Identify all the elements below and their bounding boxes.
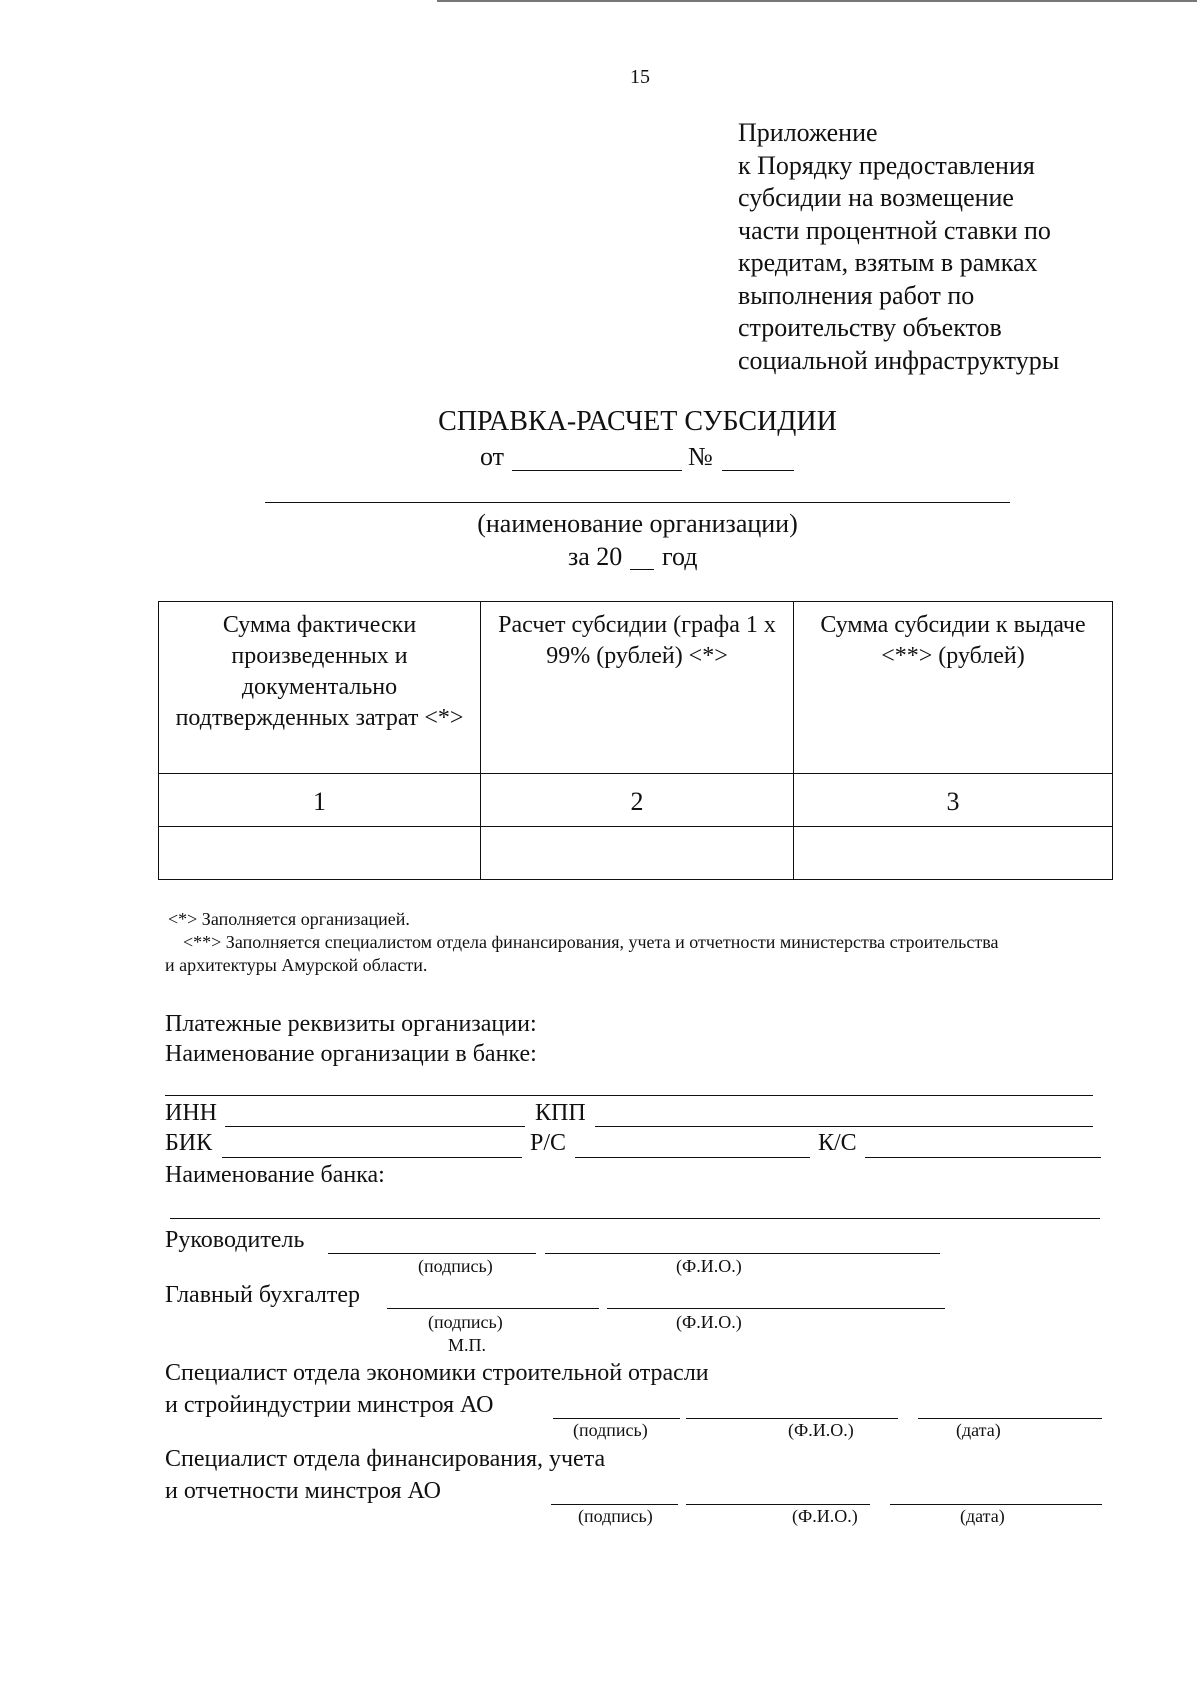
period-year-blank[interactable] [630, 569, 654, 570]
head-signature-blank[interactable] [328, 1253, 536, 1254]
appendix-line: кредитам, взятым в рамках [738, 248, 1038, 277]
specialist-1-signature-blank[interactable] [553, 1418, 680, 1419]
chief-accountant-label: Главный бухгалтер [165, 1282, 360, 1308]
date-from-label: от [480, 442, 505, 471]
org-name-blank[interactable] [265, 502, 1010, 503]
column-number: 1 [159, 774, 481, 827]
specialist-2-signature-caption: (подпись) [578, 1506, 653, 1526]
specialist-1-signature-caption: (подпись) [573, 1420, 648, 1440]
appendix-line: социальной инфраструктуры [738, 345, 1060, 375]
appendix-line: Приложение [738, 118, 878, 147]
appendix-block [738, 117, 1059, 377]
specialist-2-line-2: и отчетности минстроя АО [165, 1478, 442, 1504]
inn-blank[interactable] [225, 1126, 525, 1127]
number-blank[interactable] [722, 470, 794, 471]
bank-org-name-label: Наименование организации в банке: [165, 1041, 537, 1067]
chief-accountant-signature-blank[interactable] [387, 1308, 599, 1309]
value-cell[interactable] [794, 827, 1113, 880]
kpp-blank[interactable] [595, 1126, 1093, 1127]
header-cell: Сумма субсидии к выдаче <**> (рублей) [794, 602, 1113, 774]
header-cell: Сумма фактически произведенных и документально подтвержденных затрат <*> [159, 602, 481, 774]
specialist-2-line-1: Специалист отдела финансирования, учета [165, 1446, 606, 1472]
head-signature-caption: (подпись) [418, 1256, 493, 1276]
specialist-1-fio-blank[interactable] [686, 1418, 898, 1419]
appendix-line: выполнения работ по [738, 280, 975, 310]
ks-label: К/С [818, 1130, 857, 1156]
bik-blank[interactable] [222, 1157, 522, 1158]
bank-org-name-blank[interactable] [165, 1095, 1093, 1096]
value-cell[interactable] [481, 827, 794, 880]
bik-label: БИК [165, 1130, 213, 1156]
specialist-1-line-1: Специалист отдела экономики строительной отрасли [165, 1360, 709, 1386]
specialist-1-date-blank[interactable] [918, 1418, 1102, 1419]
requisites-title: Платежные реквизиты организации: [165, 1011, 537, 1037]
header-cell: Расчет субсидии (графа 1 x 99% (рублей) <*> [481, 602, 794, 774]
specialist-2-fio-blank[interactable] [686, 1504, 870, 1505]
document-title: СПРАВКА-РАСЧЕТ СУБСИДИИ [438, 406, 837, 437]
ks-blank[interactable] [865, 1157, 1101, 1158]
rs-blank[interactable] [575, 1157, 810, 1158]
specialist-1-date-caption: (дата) [956, 1420, 1001, 1440]
chief-accountant-fio-blank[interactable] [607, 1308, 945, 1309]
column-number: 2 [481, 774, 794, 827]
stamp-place: М.П. [448, 1335, 487, 1355]
subsidy-table [158, 601, 1113, 880]
bank-name-label: Наименование банка: [165, 1162, 385, 1188]
footnote-2-line-2: и архитектуры Амурской области. [165, 955, 428, 975]
date-blank[interactable] [512, 470, 682, 471]
specialist-2-date-caption: (дата) [960, 1506, 1005, 1526]
chief-accountant-fio-caption: (Ф.И.О.) [676, 1312, 742, 1332]
appendix-line: части процентной ставки по [738, 215, 1051, 245]
period-suffix: год [662, 542, 698, 571]
rs-label: Р/С [530, 1130, 567, 1156]
specialist-1-fio-caption: (Ф.И.О.) [788, 1420, 854, 1440]
specialist-2-signature-blank[interactable] [551, 1504, 678, 1505]
period-prefix: за 20 [568, 542, 623, 571]
specialist-2-date-blank[interactable] [890, 1504, 1102, 1505]
head-label: Руководитель [165, 1227, 305, 1253]
appendix-line: строительству объектов [738, 313, 1002, 342]
inn-label: ИНН [165, 1100, 217, 1126]
head-fio-caption: (Ф.И.О.) [676, 1256, 742, 1276]
bank-name-blank[interactable] [170, 1218, 1100, 1219]
footnote-2-line-1: <**> Заполняется специалистом отдела финансирования, учета и отчетности министерства строительства [183, 932, 999, 952]
footnote-1: <*> Заполняется организацией. [168, 909, 410, 929]
appendix-line: субсидии на возмещение [738, 183, 1014, 212]
kpp-label: КПП [535, 1100, 586, 1126]
number-label: № [688, 442, 713, 471]
specialist-1-line-2: и стройиндустрии минстроя АО [165, 1392, 494, 1418]
value-cell[interactable] [159, 827, 481, 880]
column-number: 3 [794, 774, 1113, 827]
page-number: 15 [630, 66, 650, 88]
scan-top-edge [437, 0, 1197, 2]
specialist-2-fio-caption: (Ф.И.О.) [792, 1506, 858, 1526]
org-name-caption: (наименование организации) [477, 509, 798, 538]
appendix-line: к Порядку предоставления [738, 150, 1035, 180]
chief-accountant-signature-caption: (подпись) [428, 1312, 503, 1332]
head-fio-blank[interactable] [545, 1253, 940, 1254]
